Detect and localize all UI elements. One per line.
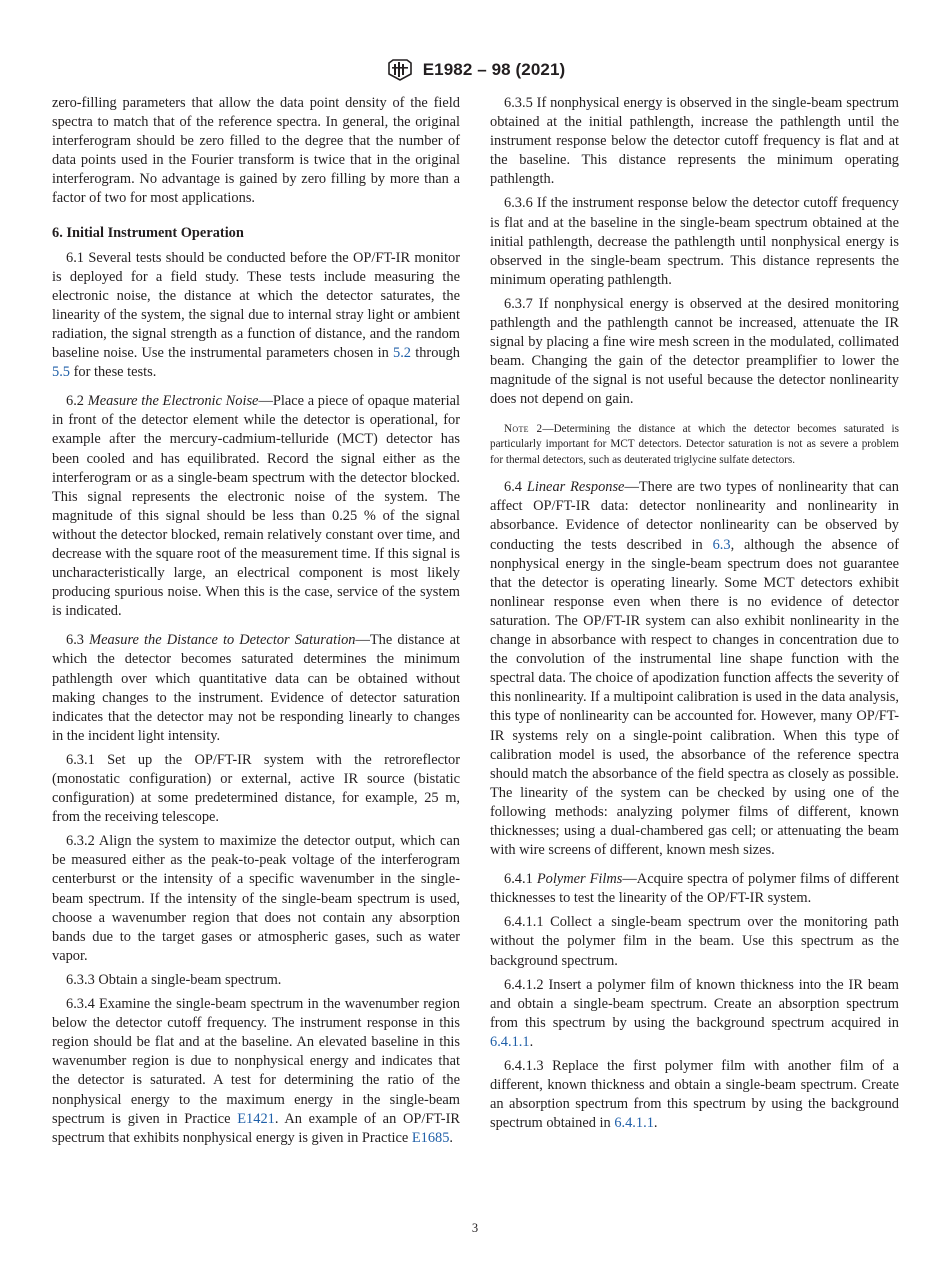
page-number: 3 <box>471 1221 479 1235</box>
paragraph-6-3-3: 6.3.3 Obtain a single-beam spectrum. <box>66 971 282 988</box>
link-5-5[interactable]: 5.5 <box>52 364 70 381</box>
paragraph-6-3-6: 6.3.6 If the instrument response below the detector cutoff frequency is flat and at the baseline in the single-beam spectrum obtained at the initial pathlength, decrease the pathlength until nonphysical energy is observed in the single-beam spectrum. This distance represents the minimum operating pathlength. <box>490 195 899 288</box>
page-header <box>0 58 950 82</box>
note-2: Note 2—Determining the distance at which the detector becomes saturated is particularly important for MCT detectors. Detector saturation is not as severe a problem for thermal detectors, such as deuterated triglycine sulfate detectors. <box>490 422 899 466</box>
astm-logo-icon <box>385 58 415 82</box>
link-6-3[interactable]: 6.3 <box>712 536 731 553</box>
right-column <box>490 94 899 1138</box>
paragraph-zero-filling: zero-filling parameters that allow the data point density of the field spectra to match that of the reference spectra. In general, the original interferogram should be zero filled to the degree that the number of data points used in the Fourier transform is twice that in the original interferogram. No advantage is gained by zero filling by more than a factor of two for most applications. <box>52 95 460 207</box>
paragraph-6-4-1-2: 6.4.1.2 Insert a polymer film of known thickness into the IR beam and obtain a single-beam spectrum. Create an absorption spectrum from this spectrum by using the background spectrum acquired in 6.4.1.1. <box>490 976 899 1050</box>
paragraph-6-4-1-3: 6.4.1.3 Replace the first polymer film with another film of a different, known thickness and obtain a single-beam spectrum. Create an absorption spectrum from this spectrum by using the background spectrum obtained in 6.4.1.1. <box>490 1058 899 1132</box>
link-6-4-1-1-b[interactable]: 6.4.1.1 <box>614 1115 654 1132</box>
left-column <box>52 94 460 1153</box>
paragraph-6-3-5: 6.3.5 If nonphysical energy is observed in the single-beam spectrum obtained at the initial pathlength, increase the pathlength until the instrument response below the detector cutoff frequency is flat and at the baseline. This distance represents the minimum operating pathlength. <box>490 95 899 188</box>
document-designation: E1982 – 98 (2021) <box>422 60 566 79</box>
section-heading-6: 6. Initial Instrument Operation <box>52 224 244 241</box>
paragraph-6-3: 6.3 Measure the Distance to Detector Saturation—The distance at which the detector becomes saturated determines the minimum pathlength over which quantitative data can be obtained without making changes to the instrument. Evidence of detector saturation indicates that the detector may not be responding linearly to changes in the incident light intensity. <box>52 632 460 744</box>
link-e1685[interactable]: E1685 <box>411 1129 450 1146</box>
paragraph-6-4-1: 6.4.1 Polymer Films—Acquire spectra of polymer films of different thicknesses to test the linearity of the OP/FT-IR system. <box>490 871 899 907</box>
paragraph-6-4-1-1: 6.4.1.1 Collect a single-beam spectrum over the monitoring path without the polymer film in the beam. Use this spectrum as the background spectrum. <box>490 914 899 969</box>
link-e1421[interactable]: E1421 <box>237 1110 275 1127</box>
link-5-2[interactable]: 5.2 <box>393 345 411 362</box>
paragraph-6-1: 6.1 Several tests should be conducted before the OP/FT-IR monitor is deployed for a field study. These tests include measuring the electronic noise, the distance at which the detector saturates, the linearity of the system, the signal due to internal stray light or ambient radiation, the signal strength as a function of distance, and the random baseline noise. Use the instrumental parameters chosen in 5.2 through 5.5 for these tests. <box>52 249 460 381</box>
paragraph-6-3-7: 6.3.7 If nonphysical energy is observed at the desired monitoring pathlength and the pathlength cannot be increased, attenuate the IR signal by placing a fine wire mesh screen in the modulated, collimated beam. Changing the gain of the detector preamplifier to lower the magnitude of the signal is not useful because the detector nonlinearity does not depend on gain. <box>490 295 899 408</box>
paragraph-6-4: 6.4 Linear Response—There are two types of nonlinearity that can affect OP/FT-IR data: detector nonlinearity and nonlinearity in absorbance. Evidence of detector nonlinearity can be observed by conducting the tests described in 6.3, although the absence of nonphysical energy in the single-beam spectrum does not guarantee that the detector is operating linearly. Some MCT detectors exhibit nonlinear response even when there is no evidence of detector saturation. The OP/FT-IR system can also exhibit nonlinearity in the change in absorbance with respect to changes in concentration due to the convolution of the instrumental line shape function with the spectral data. The choice of apodization function affects the severity of this nonlinearity. If a multipoint calibration is used in the data analysis, this type of nonlinearity can be accounted for. However, many OP/FT-IR systems rely on a single-point calibration. When this type of calibration model is used, the absorbance of the reference spectra should match the absorbance of the field spectra as closely as possible. The linearity of the system can be checked by using one of the following methods: analyzing polymer films of different, known thicknesses; using a dual-chambered gas cell; or attenuating the beam with wire screens of different, known mesh sizes. <box>490 479 899 859</box>
paragraph-6-3-1: 6.3.1 Set up the OP/FT-IR system with the retroreflector (monostatic configuration) or external, active IR source (bistatic configuration) at some predetermined distance, for example, 25 m, from the receiving telescope. <box>52 751 460 826</box>
paragraph-6-3-4: 6.3.4 Examine the single-beam spectrum in the wavenumber region below the detector cutoff frequency. The instrument response in this region should be flat and at the baseline. An elevated baseline in this wavenumber region is due to nonphysical energy and indicates that the detector is saturated. A test for determining the ratio of the nonphysical energy to the maximum energy in the single-beam spectrum is given in Practice E1421. An example of an OP/FT-IR spectrum that exhibits nonphysical energy is given in Practice E1685. <box>52 996 460 1146</box>
paragraph-6-3-2: 6.3.2 Align the system to maximize the detector output, which can be measured either as the peak-to-peak voltage of the interferogram centerburst or the intensity of a specific wavenumber in the single-beam spectrum. If the intensity of the single-beam spectrum is used, choose a wavenumber region that does not contain any absorption bands due to the target gases or atmospheric gases, such as water vapor. <box>52 833 460 964</box>
link-6-4-1-1-a[interactable]: 6.4.1.1 <box>490 1033 530 1050</box>
paragraph-6-2: 6.2 Measure the Electronic Noise—Place a piece of opaque material in front of the detector element while the detector is operational, for example after the mercury-cadmium-telluride (MCT) detector has been cooled and has equilibrated. Record the signal either as the interferogram or as a single-beam spectrum with the detector blocked. This signal represents the electronic noise of the system. The magnitude of this signal should be less than 0.25 % of the signal without the detector blocked, remain relatively constant over time, and decrease with the square root of the measurement time. If this signal is uncharacteristically large, an electrical component is most likely producing spurious noise. When this is the case, service of the system is indicated. <box>52 393 460 620</box>
